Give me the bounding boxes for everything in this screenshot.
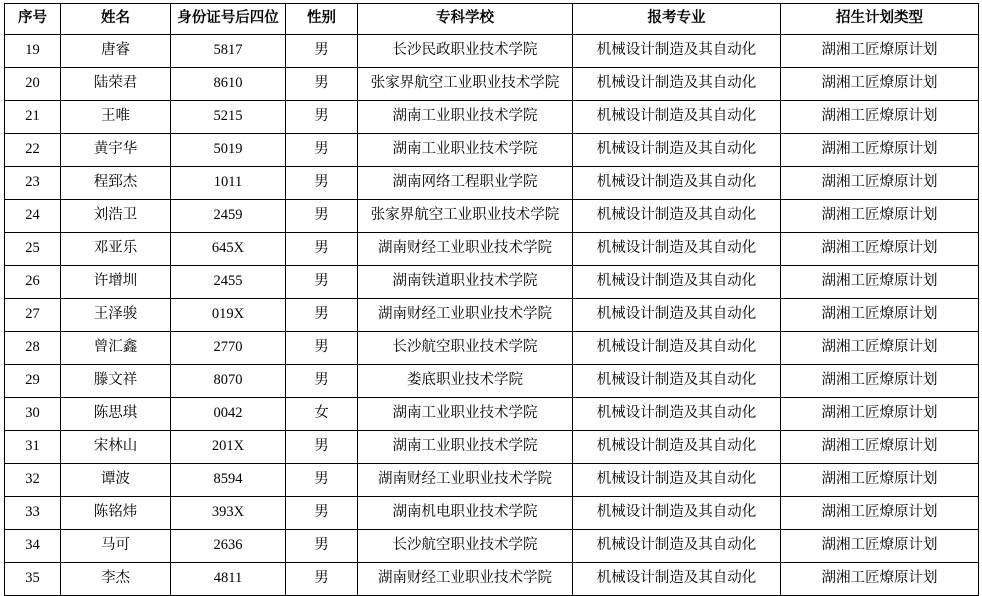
cell-name: 曾汇鑫 (61, 332, 171, 365)
cell-name: 黄宇华 (61, 134, 171, 167)
cell-id-last4: 8594 (171, 464, 286, 497)
table-row (5, 431, 979, 464)
column-header-name: 姓名 (61, 4, 171, 35)
table-header (5, 4, 979, 35)
table-row (5, 563, 979, 596)
table-row (5, 464, 979, 497)
cell-school: 长沙航空职业技术学院 (358, 530, 573, 563)
column-header-major: 报考专业 (573, 4, 781, 35)
cell-plan: 湖湘工匠燎原计划 (781, 167, 979, 200)
column-header-id: 身份证号后四位 (171, 4, 286, 35)
cell-sex: 男 (286, 530, 358, 563)
cell-sex: 男 (286, 365, 358, 398)
cell-name: 马可 (61, 530, 171, 563)
cell-index: 20 (5, 68, 61, 101)
cell-plan: 湖湘工匠燎原计划 (781, 464, 979, 497)
cell-plan: 湖湘工匠燎原计划 (781, 530, 979, 563)
table-row (5, 530, 979, 563)
cell-major: 机械设计制造及其自动化 (573, 233, 781, 266)
cell-id-last4: 5215 (171, 101, 286, 134)
cell-index: 26 (5, 266, 61, 299)
cell-plan: 湖湘工匠燎原计划 (781, 35, 979, 68)
cell-index: 29 (5, 365, 61, 398)
cell-school: 湖南机电职业技术学院 (358, 497, 573, 530)
cell-id-last4: 2636 (171, 530, 286, 563)
table-body (5, 35, 979, 596)
cell-plan: 湖湘工匠燎原计划 (781, 398, 979, 431)
cell-school: 湖南工业职业技术学院 (358, 134, 573, 167)
table-row (5, 233, 979, 266)
cell-school: 湖南财经工业职业技术学院 (358, 233, 573, 266)
table-row (5, 398, 979, 431)
cell-id-last4: 019X (171, 299, 286, 332)
cell-sex: 女 (286, 398, 358, 431)
cell-major: 机械设计制造及其自动化 (573, 365, 781, 398)
cell-name: 唐睿 (61, 35, 171, 68)
cell-school: 湖南工业职业技术学院 (358, 101, 573, 134)
cell-plan: 湖湘工匠燎原计划 (781, 134, 979, 167)
cell-major: 机械设计制造及其自动化 (573, 530, 781, 563)
cell-index: 31 (5, 431, 61, 464)
cell-school: 湖南工业职业技术学院 (358, 431, 573, 464)
cell-sex: 男 (286, 563, 358, 596)
cell-index: 23 (5, 167, 61, 200)
cell-id-last4: 8070 (171, 365, 286, 398)
cell-major: 机械设计制造及其自动化 (573, 431, 781, 464)
cell-name: 刘浩卫 (61, 200, 171, 233)
cell-name: 王泽骏 (61, 299, 171, 332)
column-header-index: 序号 (5, 4, 61, 35)
cell-id-last4: 1011 (171, 167, 286, 200)
cell-plan: 湖湘工匠燎原计划 (781, 68, 979, 101)
cell-major: 机械设计制造及其自动化 (573, 101, 781, 134)
cell-name: 陈思琪 (61, 398, 171, 431)
cell-name: 邓亚乐 (61, 233, 171, 266)
table-row (5, 299, 979, 332)
cell-sex: 男 (286, 464, 358, 497)
table-row (5, 134, 979, 167)
cell-major: 机械设计制造及其自动化 (573, 497, 781, 530)
table-row (5, 167, 979, 200)
cell-plan: 湖湘工匠燎原计划 (781, 101, 979, 134)
cell-index: 24 (5, 200, 61, 233)
cell-sex: 男 (286, 233, 358, 266)
cell-plan: 湖湘工匠燎原计划 (781, 497, 979, 530)
cell-major: 机械设计制造及其自动化 (573, 563, 781, 596)
table-row (5, 497, 979, 530)
cell-index: 34 (5, 530, 61, 563)
cell-name: 许增圳 (61, 266, 171, 299)
table-row (5, 68, 979, 101)
cell-id-last4: 4811 (171, 563, 286, 596)
cell-index: 21 (5, 101, 61, 134)
cell-id-last4: 645X (171, 233, 286, 266)
cell-school: 湖南网络工程职业学院 (358, 167, 573, 200)
cell-major: 机械设计制造及其自动化 (573, 398, 781, 431)
cell-major: 机械设计制造及其自动化 (573, 200, 781, 233)
cell-sex: 男 (286, 101, 358, 134)
table-row (5, 266, 979, 299)
cell-index: 27 (5, 299, 61, 332)
cell-id-last4: 8610 (171, 68, 286, 101)
cell-major: 机械设计制造及其自动化 (573, 68, 781, 101)
cell-id-last4: 5817 (171, 35, 286, 68)
cell-major: 机械设计制造及其自动化 (573, 167, 781, 200)
table-row (5, 365, 979, 398)
cell-school: 长沙民政职业技术学院 (358, 35, 573, 68)
cell-sex: 男 (286, 167, 358, 200)
column-header-school: 专科学校 (358, 4, 573, 35)
cell-index: 25 (5, 233, 61, 266)
cell-school: 长沙航空职业技术学院 (358, 332, 573, 365)
cell-sex: 男 (286, 299, 358, 332)
cell-school: 湖南财经工业职业技术学院 (358, 464, 573, 497)
cell-sex: 男 (286, 431, 358, 464)
cell-major: 机械设计制造及其自动化 (573, 464, 781, 497)
cell-id-last4: 2455 (171, 266, 286, 299)
admissions-roster-table (4, 3, 979, 596)
cell-major: 机械设计制造及其自动化 (573, 266, 781, 299)
column-header-sex: 性别 (286, 4, 358, 35)
cell-index: 19 (5, 35, 61, 68)
cell-plan: 湖湘工匠燎原计划 (781, 365, 979, 398)
column-header-plan: 招生计划类型 (781, 4, 979, 35)
cell-index: 28 (5, 332, 61, 365)
cell-school: 娄底职业技术学院 (358, 365, 573, 398)
table-row (5, 332, 979, 365)
cell-plan: 湖湘工匠燎原计划 (781, 299, 979, 332)
cell-sex: 男 (286, 35, 358, 68)
cell-id-last4: 2770 (171, 332, 286, 365)
cell-name: 李杰 (61, 563, 171, 596)
cell-school: 张家界航空工业职业技术学院 (358, 68, 573, 101)
cell-id-last4: 393X (171, 497, 286, 530)
cell-index: 32 (5, 464, 61, 497)
cell-sex: 男 (286, 332, 358, 365)
cell-school: 湖南工业职业技术学院 (358, 398, 573, 431)
cell-name: 宋林山 (61, 431, 171, 464)
cell-major: 机械设计制造及其自动化 (573, 134, 781, 167)
cell-plan: 湖湘工匠燎原计划 (781, 266, 979, 299)
cell-sex: 男 (286, 497, 358, 530)
cell-sex: 男 (286, 200, 358, 233)
cell-school: 张家界航空工业职业技术学院 (358, 200, 573, 233)
table-header-row (5, 4, 979, 35)
cell-id-last4: 0042 (171, 398, 286, 431)
cell-plan: 湖湘工匠燎原计划 (781, 563, 979, 596)
cell-name: 滕文祥 (61, 365, 171, 398)
cell-school: 湖南财经工业职业技术学院 (358, 563, 573, 596)
cell-sex: 男 (286, 266, 358, 299)
cell-major: 机械设计制造及其自动化 (573, 299, 781, 332)
table-row (5, 101, 979, 134)
cell-sex: 男 (286, 134, 358, 167)
cell-school: 湖南财经工业职业技术学院 (358, 299, 573, 332)
cell-name: 陈铭炜 (61, 497, 171, 530)
cell-index: 33 (5, 497, 61, 530)
cell-index: 22 (5, 134, 61, 167)
cell-plan: 湖湘工匠燎原计划 (781, 233, 979, 266)
table-row (5, 35, 979, 68)
cell-id-last4: 2459 (171, 200, 286, 233)
cell-index: 35 (5, 563, 61, 596)
cell-id-last4: 5019 (171, 134, 286, 167)
cell-sex: 男 (286, 68, 358, 101)
cell-school: 湖南铁道职业技术学院 (358, 266, 573, 299)
cell-name: 陆荣君 (61, 68, 171, 101)
cell-major: 机械设计制造及其自动化 (573, 332, 781, 365)
cell-plan: 湖湘工匠燎原计划 (781, 431, 979, 464)
cell-major: 机械设计制造及其自动化 (573, 35, 781, 68)
cell-name: 谭波 (61, 464, 171, 497)
cell-plan: 湖湘工匠燎原计划 (781, 200, 979, 233)
cell-name: 程郅杰 (61, 167, 171, 200)
cell-id-last4: 201X (171, 431, 286, 464)
cell-name: 王唯 (61, 101, 171, 134)
cell-plan: 湖湘工匠燎原计划 (781, 332, 979, 365)
table-row (5, 200, 979, 233)
cell-index: 30 (5, 398, 61, 431)
